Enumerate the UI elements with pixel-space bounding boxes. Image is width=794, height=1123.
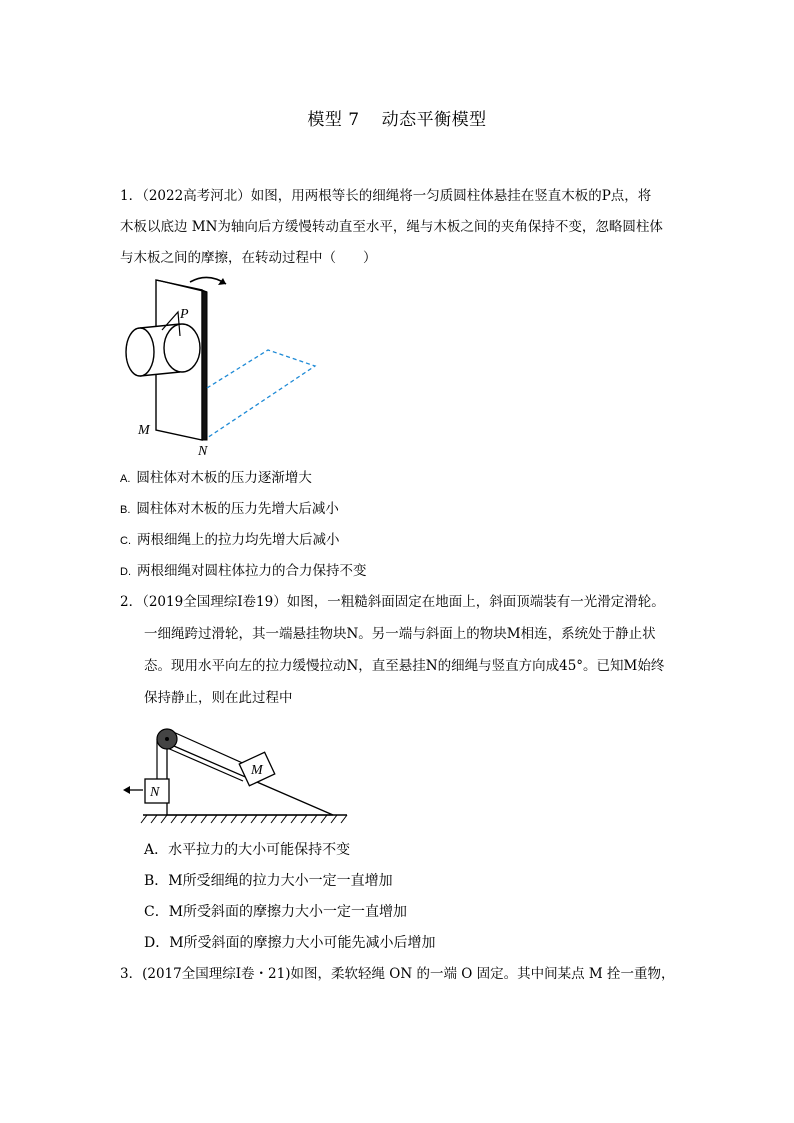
- board-edge: [202, 290, 207, 440]
- horizontal-position-dashed: [207, 350, 315, 438]
- rotation-arrowhead: [218, 278, 226, 285]
- label-m: M: [138, 423, 150, 438]
- label-n: N: [198, 444, 208, 459]
- q3-line-1: 3．(2017全国理综Ⅰ卷・21)如图，柔软轻绳 ON 的一端 O 固定。其中间某点 M 拴一重物，: [120, 966, 675, 982]
- q2-option-a: A．水平拉力的大小可能保持不变: [144, 842, 351, 858]
- q1-figure-board-cylinder: [110, 270, 330, 460]
- q1-line-2: 木板以底边 MN为轴向后方缓慢转动直至水平，绳与木板之间的夹角保持不变，忽略圆柱体: [120, 219, 663, 235]
- q1-option-b: B. 圆柱体对木板的压力先增大后减小: [120, 501, 339, 517]
- q2-option-c: C．M所受斜面的摩擦力大小一定一直增加: [144, 904, 408, 920]
- cylinder-end: [126, 328, 154, 376]
- title-model-number: 模型 7: [307, 110, 360, 130]
- label-n: N: [150, 785, 160, 800]
- q2-line-1: 2．（2019全国理综Ⅰ卷19）如图，一粗糙斜面固定在地面上，斜面顶端装有一光滑定滑轮。: [120, 594, 665, 610]
- cylinder-face: [164, 324, 200, 372]
- q2-line-2: 一细绳跨过滑轮，其一端悬挂物块N。另一端与斜面上的物块M相连，系统处于静止状: [144, 626, 656, 642]
- q2-line-4: 保持静止，则在此过程中: [144, 690, 293, 706]
- page-title: [0, 105, 794, 130]
- ground-hatching: [141, 815, 347, 823]
- q1-option-a: A. 圆柱体对木板的压力逐渐增大: [120, 470, 312, 486]
- title-topic: 动态平衡模型: [381, 110, 487, 130]
- q2-option-b: B．M所受细绳的拉力大小一定一直增加: [144, 873, 393, 889]
- q1-line-3: 与木板之间的摩擦，在转动过程中（ ）: [120, 250, 377, 266]
- q2-option-d: D．M所受斜面的摩擦力大小可能先减小后增加: [144, 935, 436, 951]
- q1-option-d: D. 两根细绳对圆柱体拉力的合力保持不变: [120, 563, 367, 579]
- q1-option-c: C. 两根细绳上的拉力均先增大后减小: [120, 532, 340, 548]
- svg-text:M: M: [251, 763, 263, 778]
- q2-line-3: 态。现用水平向左的拉力缓慢拉动N，直至悬挂N的细绳与竖直方向成45°。已知M始终: [144, 658, 665, 674]
- q2-figure-incline-pulley: [115, 715, 355, 830]
- q1-line-1: 1．（2022高考河北）如图，用两根等长的细绳将一匀质圆柱体悬挂在竖直木板的P点，将: [120, 188, 652, 204]
- label-p: P: [180, 307, 189, 322]
